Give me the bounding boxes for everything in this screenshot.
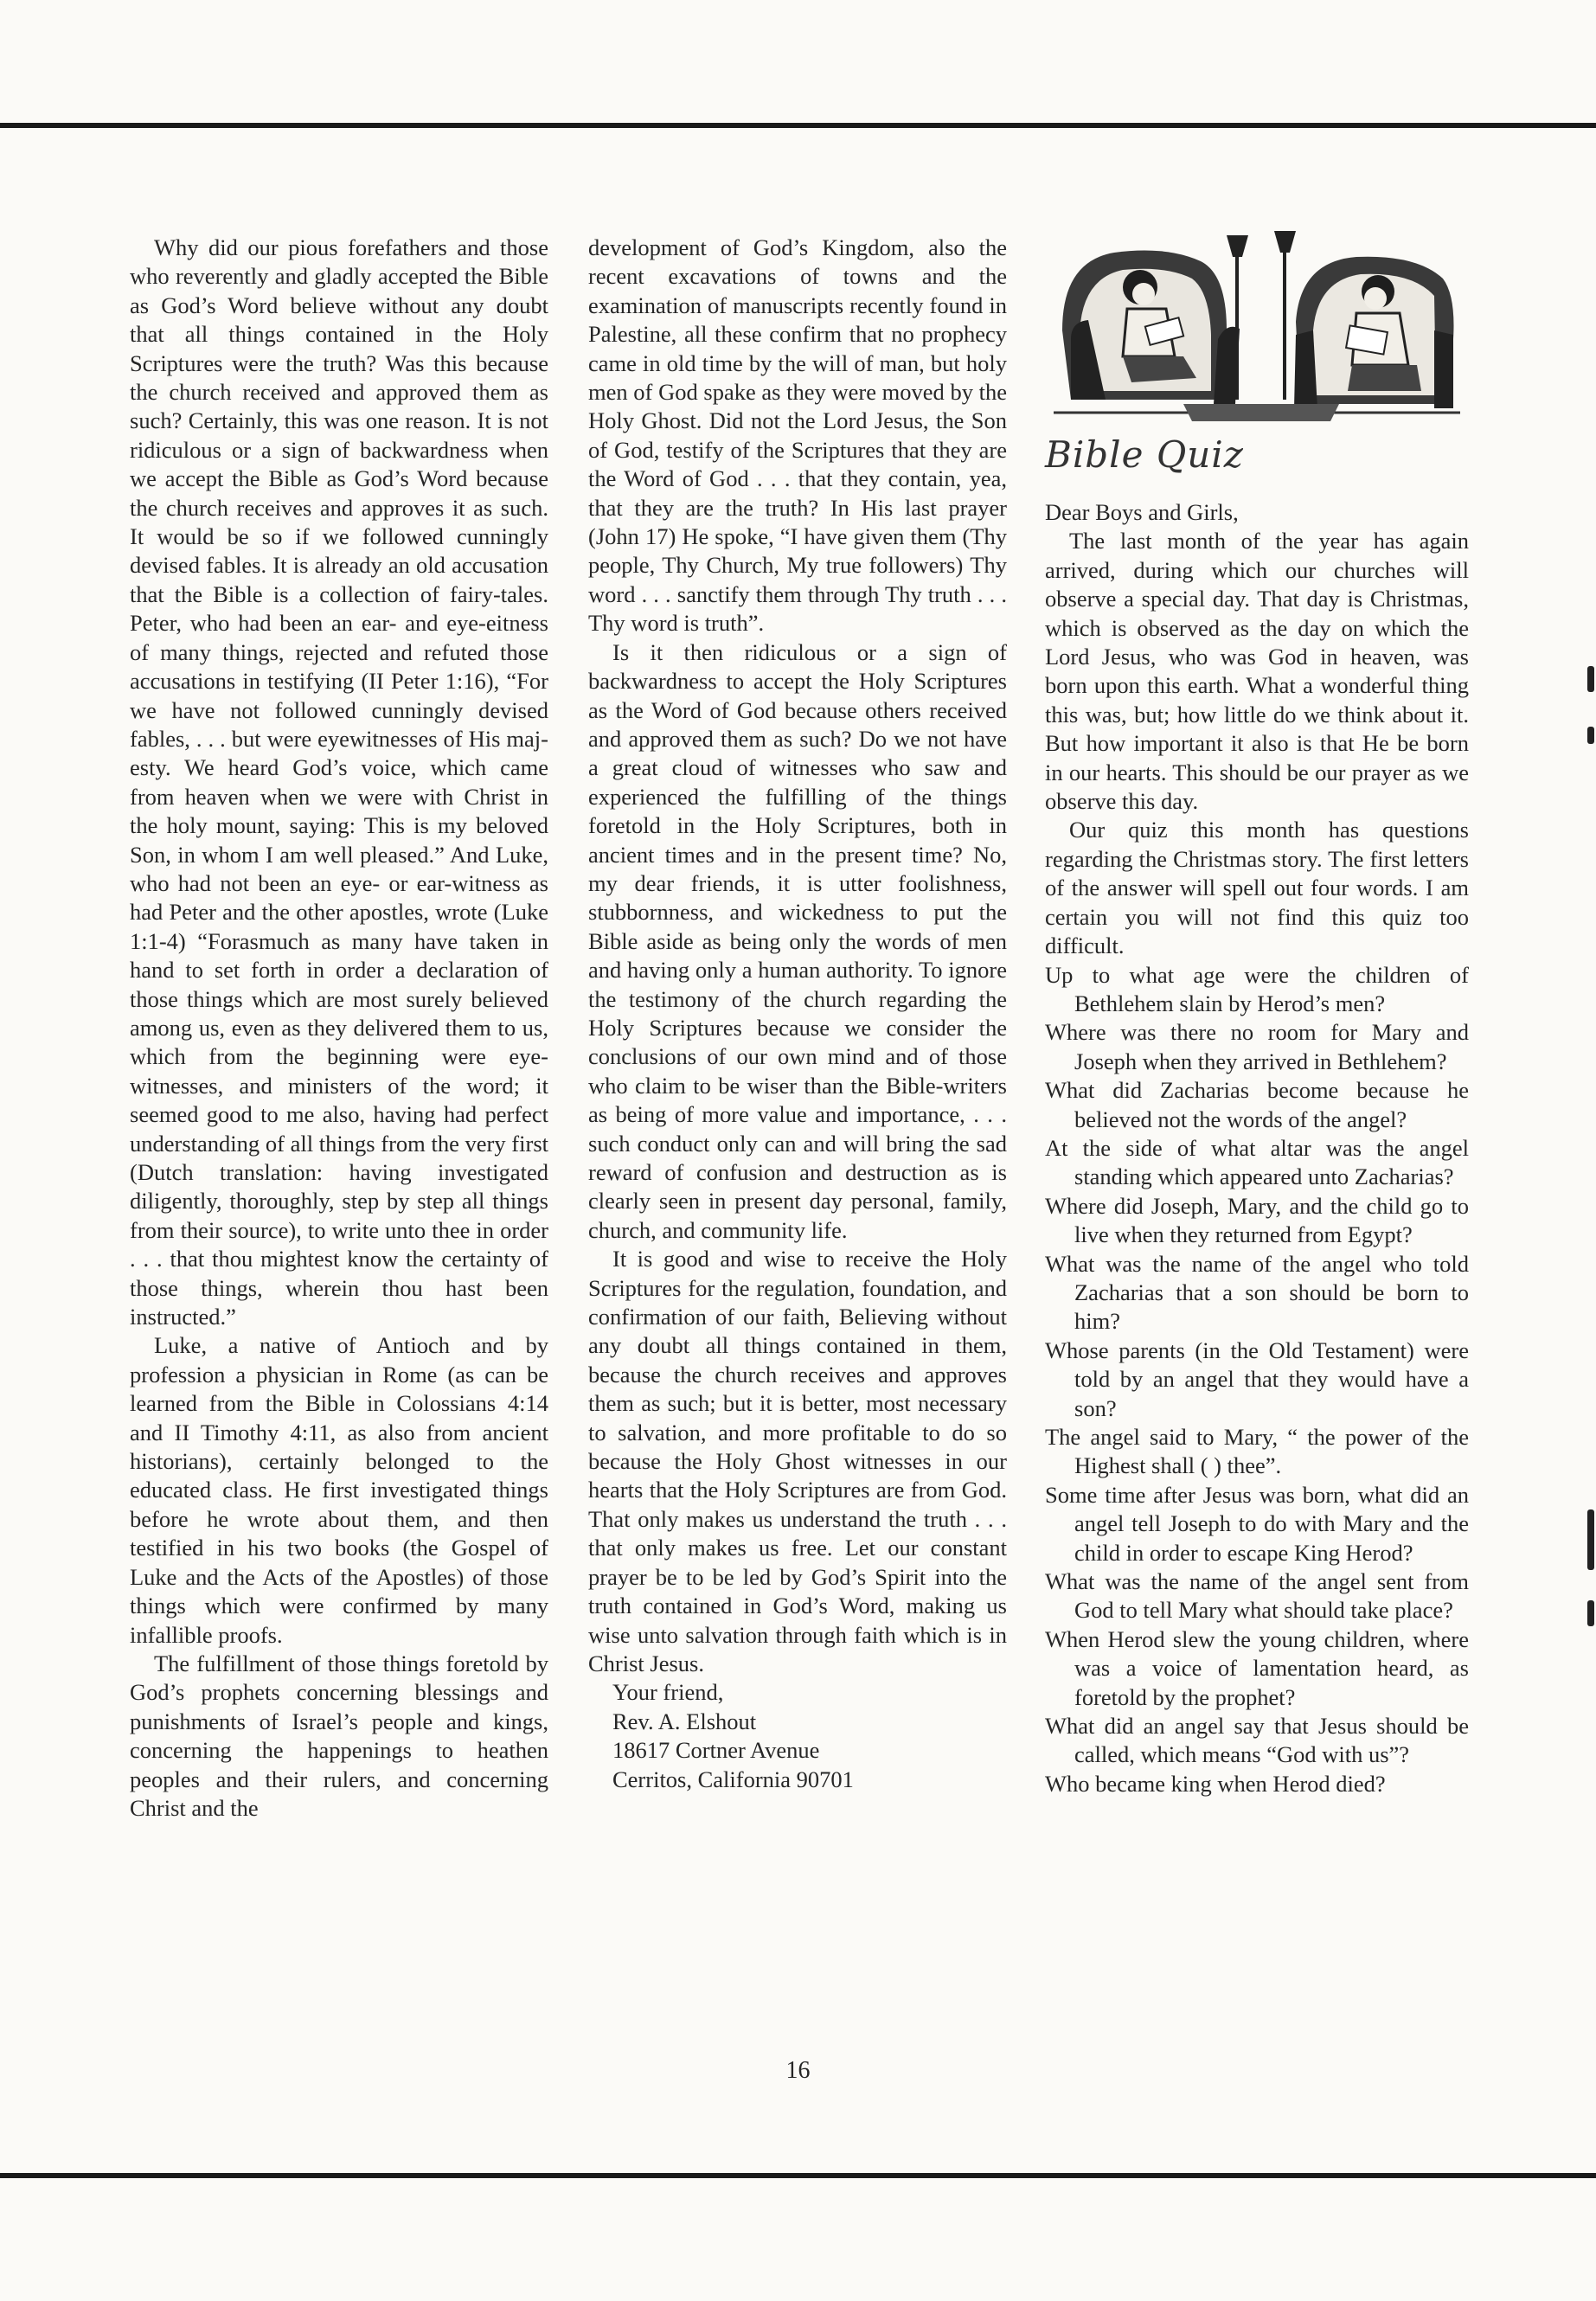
quiz-question: What did an angel say that Jesus should be called, which means “God with us”? bbox=[1045, 1713, 1469, 1768]
quiz-question: Where was there no room for Mary and Joseph when they arrived in Bethlehem? bbox=[1045, 1019, 1469, 1074]
quiz-question: Whose parents (in the Old Testament) were told by an angel that they would have a son? bbox=[1045, 1336, 1469, 1421]
quiz-question: When Herod slew the young children, where was a voice of lamentation heard, as foretold by the prophet? bbox=[1045, 1625, 1469, 1710]
quiz-question: What did Zacharias become because he believed not the words of the angel? bbox=[1045, 1077, 1469, 1132]
article-paragraph: Is it then ridiculous or a sign of backwardness to accept the Holy Scriptures as the Word of God because others received and approved them as such? Do we not have a great cloud of witnesses who saw and experienced the fulfilling of the things foretold in the Holy Scriptures, both in ancient times and in the present time? No, my dear friends, it is utter foolishness, stubbornness, and wickedness to put the Bible aside as being only the words of men and having only a human authority. To ignore the testimony of the church regarding the Holy Scriptures because we consider the conclusions of our own mind and of those who claim to be wiser than the Bible-writers as being of more value and importance, . . . such conduct only can and will bring the sad reward of confusion and destruction as is clearly seen in present day personal, family, church, and community life. bbox=[588, 638, 1007, 1243]
page-number: 16 bbox=[785, 2057, 811, 2084]
quiz-question: Some time after Jesus was born, what did an angel tell Joseph to do with Mary and the child in order to escape King Herod? bbox=[1045, 1481, 1469, 1566]
article-paragraph: development of God’s Kingdom, also the recent excavations of towns and the examination of manuscripts recently found in Palestine, all these confirm that no prophecy came in old time by the will of man, but holy men of God spake as they were moved by the Holy Ghost. Did not the Lord Jesus, the Son of God, testify of the Scriptures that they are the Word of God . . . that they contain, yea, that they are the truth? In His last prayer (John 17) He spoke, “I have given them (Thy people, Thy Church, My true followers) Thy word . . . sanctify them through Thy truth . . . Thy word is truth”. bbox=[588, 234, 1007, 637]
quiz-question: Where did Joseph, Mary, and the child go to live when they returned from Egypt? bbox=[1045, 1192, 1469, 1248]
signoff-line: Your friend, bbox=[612, 1679, 724, 1706]
top-rule bbox=[0, 123, 1596, 128]
quiz-intro-paragraph: Our quiz this month has questions regarding the Christmas story. The first letters of the answer will spell out four words. I am certain you will not find this quiz too difficult. bbox=[1045, 817, 1469, 959]
scan-edge-mark bbox=[1587, 727, 1594, 744]
article-paragraph: Luke, a native of Antioch and by profession a physician in Rome (as can be learned from the Bible in Colossians 4:14 and II Timothy 4:11, as also from ancient historians), certainly belonged to the educated class. He first investigated things before he wrote about them, and then testified in his two books (the Gospel of Luke and the Acts of the Apostles) of those things which were confirmed by many infallible proofs. bbox=[130, 1332, 548, 1648]
quiz-question-list bbox=[1045, 961, 1469, 1799]
article-paragraph: Why did our pious forefathers and those who reverently and gladly accepted the Bible as God’s Word believe without any doubt that all things contained in the Holy Scriptures were the truth? Was this because the church received and approved them as such? Certainly, this was one reason. It is not ridiculous or a sign of backwardness when we accept the Bible as God’s Word because the church receives and approves it as such. It would be so if we followed cunningly devised fables. It is already an old accusation that the Bible is a collection of fairy-tales. Peter, who had been an ear- and eye-eitness of many things, rejected and refuted those accusations in testifying (II Peter 1:16), “For we have not followed cunningly devised fables, . . . but were eyewitnesses of His majesty. We heard God’s voice, which came from heaven when we were with Christ in the holy mount, saying: This is my beloved Son, in whom I am well pleased.” And Luke, who had not been an eye- or ear-witness as had Peter and the other apostles, wrote (Luke 1:1-4) “Forasmuch as many have taken in hand to set forth in order a declaration of those things which are most surely believed among us, even as they delivered them to us, which from the beginning were eyewitnesses, and ministers of the word; it seemed good to me also, having had perfect understanding of all things from the very first (Dutch translation: having investigated diligently, thoroughly, step by step all things from their source), to write unto thee in order . . . that thou mightest know the certainty of those things, wherein thou hast been instructed.” bbox=[130, 234, 548, 1330]
quiz-question: At the side of what altar was the angel standing which appeared unto Zacharias? bbox=[1045, 1134, 1469, 1190]
quiz-question: What was the name of the angel sent from God to tell Mary what should take place? bbox=[1045, 1568, 1469, 1624]
signoff-street: 18617 Cortner Avenue bbox=[612, 1737, 820, 1764]
bottom-rule bbox=[0, 2173, 1596, 2178]
signoff-name: Rev. A. Elshout bbox=[612, 1708, 757, 1734]
article-paragraph: It is good and wise to receive the Holy Scriptures for the regulation, foundation, and confirmation of our faith, Believing without any doubt all things contained in them, because the church receives and approves them as such; but it is better, most necessary to salvation, and more profitable to do so because the Holy Ghost witnesses in our hearts that the Holy Scriptures are from God. That only makes us understand the truth . . . that only makes us free. Let our constant prayer be to be led by God’s Spirit into the truth contained in God’s Word, making us wise unto salvation through faith which is in Christ Jesus. bbox=[588, 1246, 1007, 1676]
quiz-question: What was the name of the angel who told Zacharias that a son should be born to him? bbox=[1045, 1250, 1469, 1335]
article-column-left bbox=[130, 234, 548, 1823]
reading-children-illustration bbox=[1054, 227, 1460, 426]
scan-edge-mark bbox=[1587, 666, 1594, 692]
quiz-greeting: Dear Boys and Girls, bbox=[1045, 499, 1239, 525]
quiz-intro-paragraph: The last month of the year has again arrived, during which our churches will observe a special day. That day is Christmas, which is observed as the day on which the Lord Jesus, who was God in heaven, was born upon this earth. What a wonderful thing this was, but; how little do we think about it. But how important it also is that He be born in our hearts. This should be our prayer as we observe this day. bbox=[1045, 528, 1469, 815]
scan-edge-mark bbox=[1587, 1509, 1594, 1570]
quiz-question: Up to what age were the children of Bethlehem slain by Herod’s men? bbox=[1045, 961, 1469, 1016]
quiz-question: The angel said to Mary, “ the power of the Highest shall ( ) thee”. bbox=[1045, 1424, 1469, 1479]
quiz-title: Bible Quiz bbox=[1045, 433, 1244, 476]
article-paragraph: The fulfillment of those things foretold by God’s prophets concerning blessings and punishments of Israel’s people and kings, concerning the happenings to heathen peoples and their rulers, and concerning Christ and the bbox=[130, 1650, 548, 1821]
bible-quiz-column bbox=[1045, 227, 1469, 1798]
quiz-question: Who became king when Herod died? bbox=[1045, 1770, 1386, 1797]
article-column-middle bbox=[588, 234, 1007, 1794]
signoff-city: Cerritos, California 90701 bbox=[612, 1766, 854, 1792]
scan-edge-mark bbox=[1587, 1600, 1594, 1626]
